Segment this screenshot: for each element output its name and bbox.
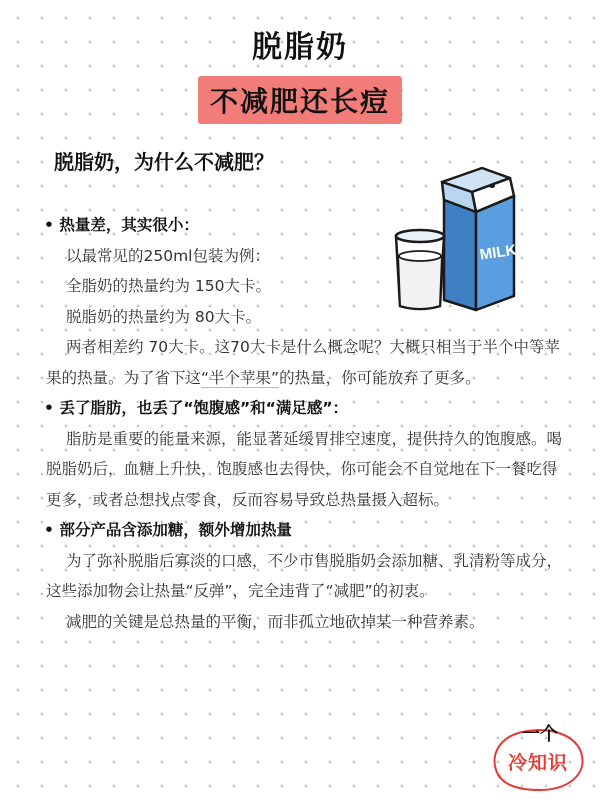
list-item: 以最常见的250ml包装为例：: [66, 246, 270, 265]
subtitle-banner: [0, 76, 600, 124]
paragraph: 为了弥补脱脂后寡淡的口感，不少市售脱脂奶会添加糖、乳清粉等成分，这些添加物会让热量“反弹”，完全违背了“减肥”的初衷。: [46, 551, 563, 600]
conclusion: 减肥的关键是总热量的平衡，而非孤立地砍掉某一种营养素。: [66, 612, 485, 631]
section-heading: • 丢了脂肪，也丢了“饱腹感”和“满足感”：: [44, 393, 570, 424]
section-heading: • 部分产品含添加糖，额外增加热量: [44, 515, 570, 546]
page-title: 脱脂奶: [252, 30, 348, 65]
list-item: 脱脂奶的热量约为 80大卡。: [66, 307, 262, 326]
highlighted-text: “半个苹果”: [201, 368, 280, 387]
paragraph-text: 的热量，你可能放弃了更多。: [279, 368, 481, 387]
section-question: 脱脂奶，为什么不减肥？: [54, 150, 274, 174]
article-body: [46, 210, 570, 637]
badge-line2: 冷知识: [508, 752, 569, 774]
paragraph-text: 两者相差约 70大卡。这70大卡是什么概念呢？大概只相当于半个中等苹果的热量。为了省下这: [46, 338, 560, 387]
paragraph: [46, 332, 570, 393]
section-heading: • 热量差，其实很小：: [44, 210, 570, 241]
carton-label: MILK: [478, 241, 518, 264]
cold-fact-badge: [482, 716, 592, 796]
subtitle-text: 不减肥还长痘: [198, 76, 402, 124]
paragraph: 脂肪是重要的能量来源，能显著延缓胃排空速度，提供持久的饱腹感。喝脱脂奶后，血糖上升快，饱腹感也去得快，你可能会不自觉地在下一餐吃得更多，或者总想找点零食，反而容易导致总热量摄入超标。: [46, 429, 563, 509]
badge-line1: 一个: [522, 724, 558, 745]
list-item: 全脂奶的热量约为 150大卡。: [66, 277, 272, 295]
